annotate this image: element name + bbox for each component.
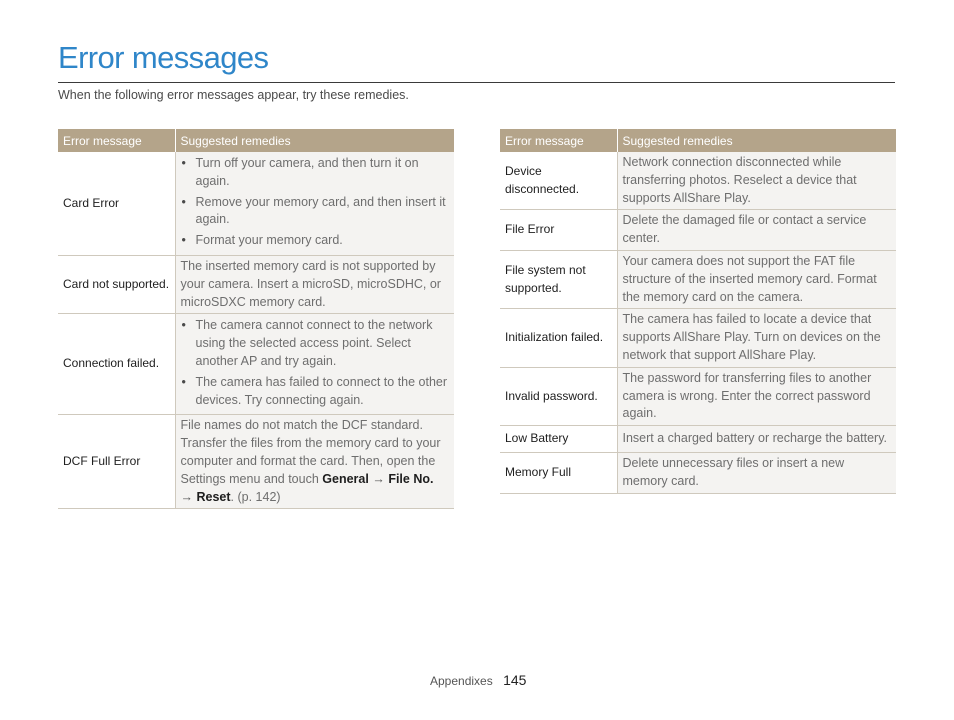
remedy-text: File names do not match the DCF standard. Transfer the files from the memory card to your computer and format the card. Then, open the Settings menu and touch bbox=[180, 418, 441, 486]
page-title: Error messages bbox=[58, 40, 269, 75]
error-message-cell: Memory Full bbox=[500, 452, 617, 493]
header-suggested-remedies: Suggested remedies bbox=[175, 129, 454, 152]
table-row bbox=[58, 152, 454, 255]
table-row bbox=[500, 426, 896, 453]
remedy-item: • Format your memory card. bbox=[181, 232, 450, 250]
remedy-cell: Delete the damaged file or contact a service center. bbox=[617, 210, 896, 251]
remedy-cell bbox=[175, 314, 454, 415]
error-message-cell: DCF Full Error bbox=[58, 415, 175, 509]
remedy-list bbox=[181, 155, 450, 250]
header-suggested-remedies: Suggested remedies bbox=[617, 129, 896, 152]
table-header-row bbox=[500, 129, 896, 152]
error-message-cell: Card Error bbox=[58, 152, 175, 255]
remedy-cell: Your camera does not support the FAT file structure of the inserted memory card. Format the memory card on the camera. bbox=[617, 250, 896, 308]
title-divider bbox=[58, 82, 895, 83]
arrow-icon: → bbox=[180, 489, 193, 504]
remedy-cell: Insert a charged battery or recharge the battery. bbox=[617, 426, 896, 453]
remedy-cell: Network connection disconnected while transferring photos. Reselect a device that supports AllShare Play. bbox=[617, 152, 896, 210]
remedy-cell: The password for transferring files to another camera is wrong. Enter the correct password again. bbox=[617, 367, 896, 425]
error-message-cell: File Error bbox=[500, 210, 617, 251]
footer-section-label: Appendixes bbox=[430, 674, 493, 688]
table-header-row bbox=[58, 129, 454, 152]
remedy-item: • Remove your memory card, and then insert it again. bbox=[181, 194, 450, 230]
table-row bbox=[500, 309, 896, 367]
remedy-cell bbox=[175, 415, 454, 509]
page-number: 145 bbox=[503, 672, 527, 688]
remedy-cell: The camera has failed to locate a device that supports AllShare Play. Turn on devices on the network that support AllShare Play. bbox=[617, 309, 896, 367]
error-message-cell: Card not supported. bbox=[58, 255, 175, 313]
remedy-cell: The inserted memory card is not supported by your camera. Insert a microSD, microSDHC, or microSDXC memory card. bbox=[175, 255, 454, 313]
error-message-cell: Connection failed. bbox=[58, 314, 175, 415]
menu-path-general: General bbox=[322, 471, 369, 486]
table-row bbox=[58, 314, 454, 415]
error-message-cell: Invalid password. bbox=[500, 367, 617, 425]
table-row bbox=[500, 210, 896, 251]
intro-text: When the following error messages appear, try these remedies. bbox=[58, 88, 409, 102]
menu-path-reset: Reset bbox=[196, 489, 231, 504]
remedy-item: • The camera has failed to connect to the other devices. Try connecting again. bbox=[181, 374, 450, 410]
remedy-item: • The camera cannot connect to the network using the selected access point. Select another AP and try again. bbox=[181, 317, 450, 370]
arrow-icon: → bbox=[372, 471, 385, 486]
error-message-cell: Initialization failed. bbox=[500, 309, 617, 367]
header-error-message: Error message bbox=[58, 129, 175, 152]
page-reference: . (p. 142) bbox=[230, 489, 281, 504]
error-table-right bbox=[500, 129, 896, 494]
table-row bbox=[58, 415, 454, 509]
page-footer bbox=[430, 672, 526, 688]
header-error-message: Error message bbox=[500, 129, 617, 152]
remedy-list bbox=[181, 317, 450, 409]
error-message-cell: Device disconnected. bbox=[500, 152, 617, 210]
remedy-item: • Turn off your camera, and then turn it on again. bbox=[181, 155, 450, 191]
table-row bbox=[500, 250, 896, 308]
table-row bbox=[500, 152, 896, 210]
menu-path-file-no: File No. bbox=[388, 471, 434, 486]
table-row bbox=[500, 367, 896, 425]
table-row bbox=[58, 255, 454, 313]
error-message-cell: Low Battery bbox=[500, 426, 617, 453]
remedy-cell: Delete unnecessary files or insert a new memory card. bbox=[617, 452, 896, 493]
error-message-cell: File system not supported. bbox=[500, 250, 617, 308]
remedy-cell bbox=[175, 152, 454, 255]
table-row bbox=[500, 452, 896, 493]
error-table-left bbox=[58, 129, 454, 509]
